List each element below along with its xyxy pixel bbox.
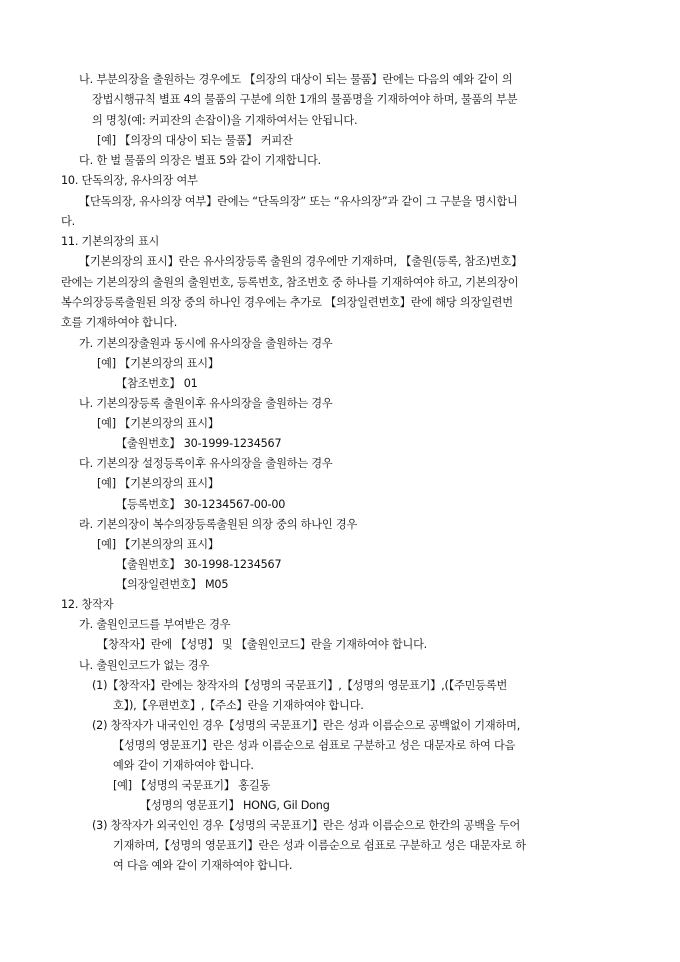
- text-line: 다. 기본의장 설정등록이후 유사의장을 출원하는 경우: [79, 457, 333, 470]
- text-line: [예] 【기본의장의 표시】: [97, 417, 219, 430]
- text-line: 12. 창작자: [61, 598, 114, 611]
- text-line: (2) 창작자가 내국인인 경우【성명의 국문표기】란은 성과 이름순으로 공백없이 기재하며,: [92, 719, 521, 732]
- text-line: 가. 기본의장출원과 동시에 유사의장을 출원하는 경우: [79, 337, 333, 350]
- text-line: 【단독의장, 유사의장 여부】란에는 “단독의장” 또는 “유사의장”과 같이 그 구분을 명시합니: [79, 195, 518, 208]
- text-line: 란에는 기본의장의 출원의 출원번호, 등록번호, 참조번호 중 하나를 기재하여야 하고, 기본의장이: [61, 276, 519, 289]
- text-line: 【성명의 영문표기】 HONG, Gil Dong: [140, 799, 330, 812]
- text-line: 【등록번호】 30-1234567-00-00: [116, 498, 286, 511]
- text-line: [예] 【기본의장의 표시】: [97, 357, 219, 370]
- text-line: 장법시행규칙 별표 4의 물품의 구분에 의한 1개의 물품명을 기재하여야 하며, 물품의 부분: [92, 93, 518, 106]
- text-line: 호를 기재하여야 합니다.: [61, 316, 178, 329]
- text-line: (1)【창작자】란에는 창작자의【성명의 국문표기】,【성명의 영문표기】,(【주민등록번: [92, 679, 508, 692]
- text-line: 예와 같이 기재하여야 합니다.: [113, 759, 254, 772]
- text-line: 가. 출원인코드를 부여받은 경우: [79, 618, 231, 631]
- text-line: 라. 기본의장이 복수의장등록출원된 의장 중의 하나인 경우: [79, 518, 358, 531]
- text-line: 【기본의장의 표시】란은 유사의장등록 출원의 경우에만 기재하며, 【출원(등록, 참조)번호】: [79, 255, 523, 268]
- text-line: [예] 【기본의장의 표시】: [97, 477, 219, 490]
- text-line: 다.: [61, 215, 75, 228]
- text-line: [예] 【기본의장의 표시】: [97, 538, 219, 551]
- text-line: 다. 한 벌 물품의 의장은 별표 5와 같이 기재합니다.: [79, 154, 322, 167]
- text-line: 11. 기본의장의 표시: [61, 235, 160, 248]
- text-line: (3) 창작자가 외국인인 경우【성명의 국문표기】란은 성과 이름순으로 한칸의 공백을 두어: [92, 819, 521, 832]
- text-line: 의 명칭(예: 커피잔의 손잡이)을 기재하여서는 안됩니다.: [92, 114, 358, 127]
- text-line: 나. 기본의장등록 출원이후 유사의장을 출원하는 경우: [79, 397, 333, 410]
- text-line: 나. 부분의장을 출원하는 경우에도 【의장의 대상이 되는 물품】란에는 다음의 예와 같이 의: [79, 73, 513, 86]
- text-line: 10. 단독의장, 유사의장 여부: [61, 174, 198, 187]
- text-line: [예] 【의장의 대상이 되는 물품】 커피잔: [97, 134, 293, 147]
- text-line: 【출원번호】 30-1999-1234567: [116, 437, 282, 450]
- text-line: 여 다음 예와 같이 기재하여야 합니다.: [113, 859, 293, 872]
- text-line: 기재하며,【성명의 영문표기】란은 성과 이름순으로 쉼표로 구분하고 성은 대문자로 하: [113, 839, 526, 852]
- text-line: [예] 【성명의 국문표기】 홍길동: [113, 779, 271, 792]
- text-line: 【창작자】란에 【성명】 및 【출원인코드】란을 기재하여야 합니다.: [97, 638, 428, 651]
- text-line: 【의장일련번호】 M05: [116, 578, 229, 591]
- text-line: 【참조번호】 01: [116, 377, 198, 390]
- text-line: 【출원번호】 30-1998-1234567: [116, 558, 282, 571]
- text-line: 호】),【우편번호】,【주소】란을 기재하여야 합니다.: [113, 699, 364, 712]
- text-line: 【성명의 영문표기】란은 성과 이름순으로 쉼표로 구분하고 성은 대문자로 하여 다음: [113, 739, 516, 752]
- text-line: 복수의장등록출원된 의장 중의 하나인 경우에는 추가로 【의장일련번호】란에 해당 의장일련번: [61, 296, 513, 309]
- text-line: 나. 출원인코드가 없는 경우: [79, 659, 210, 672]
